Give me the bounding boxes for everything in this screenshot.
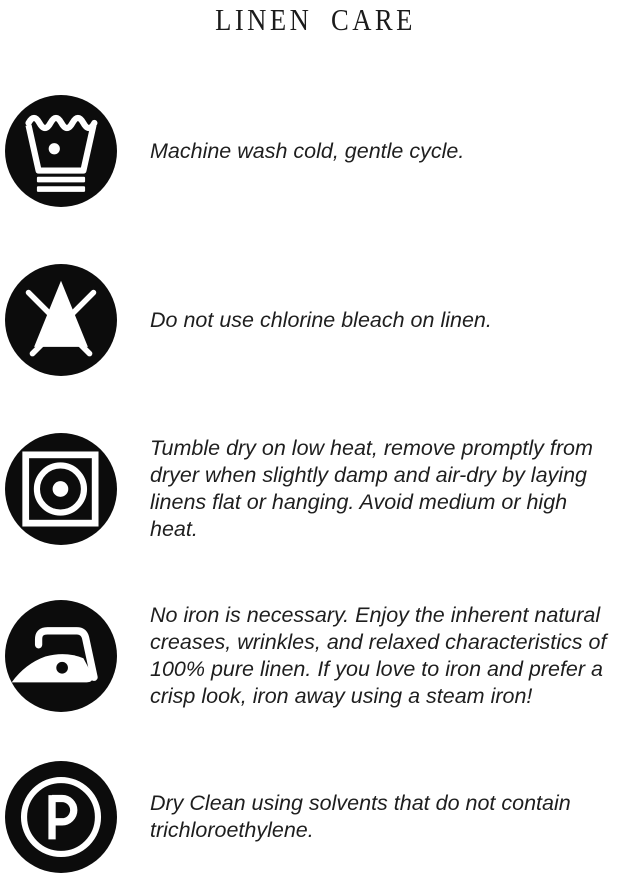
care-instruction-text: No iron is necessary. Enjoy the inherent natural creases, wrinkles, and relaxed characteristics of 100% pure linen. If you love to iron and prefer a crisp look, iron away using a steam iron! — [150, 603, 607, 708]
page-title: LINEN CARE — [215, 2, 416, 37]
care-instruction-text: Dry Clean using solvents that do not contain trichloroethylene. — [150, 791, 571, 842]
machine-wash-icon — [5, 95, 117, 207]
care-row-dry-clean — [5, 761, 621, 873]
dry-clean-icon — [5, 761, 117, 873]
tumble-dry-icon — [5, 433, 117, 545]
care-instruction-text: Tumble dry on low heat, remove promptly from dryer when slightly damp and air-dry by laying linens flat or hanging. Avoid medium or high heat. — [150, 436, 593, 541]
care-row-machine-wash — [5, 95, 621, 207]
care-instruction-text: Machine wash cold, gentle cycle. — [150, 138, 465, 163]
do-not-bleach-icon — [5, 264, 117, 376]
care-row-tumble-dry — [5, 433, 621, 545]
care-row-iron — [5, 600, 621, 712]
care-instruction-text: Do not use chlorine bleach on linen. — [150, 307, 492, 332]
care-row-do-not-bleach — [5, 264, 621, 376]
iron-icon — [5, 600, 117, 712]
